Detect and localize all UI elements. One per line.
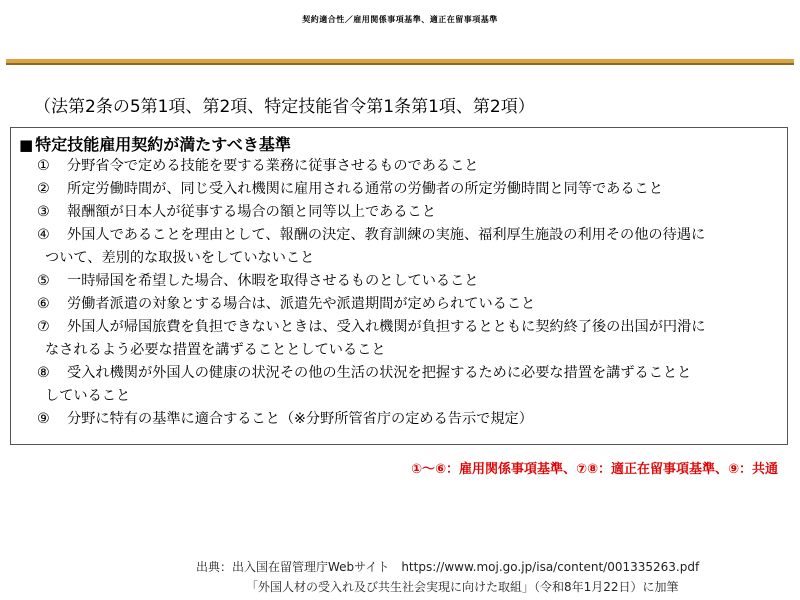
requirement-item-6 [37,293,535,313]
requirements-box [10,127,788,445]
title-underline-shadow [6,63,794,65]
requirement-text: 外国人であることを理由として、報酬の決定、教育訓練の実施、福利厚生施設の利用その他の待遇に [67,227,706,243]
requirement-item-1 [37,155,478,175]
requirement-item-9 [37,408,533,428]
slide-title: 契約適合性／雇用関係事項基準、適正在留事項基準 [302,15,498,24]
requirement-number: ⑤ [37,273,50,289]
requirement-item-2 [37,178,663,198]
requirement-number: ⑨ [37,411,50,427]
requirement-text: 分野省令で定める技能を要する業務に従事させるものであること [67,158,479,174]
source-citation: 出典：出入国在留管理庁Webサイト https://www.moj.go.jp/isa/content/001335263.pdf [196,560,700,574]
requirement-text: 所定労働時間が、同じ受入れ機関に雇用される通常の労働者の所定労働時間と同等であること [67,181,663,197]
requirement-item-7-continuation: なされるよう必要な措置を講ずることとしていること [45,342,386,358]
requirement-number: ⑦ [37,319,50,335]
standards-legend-note: ①～⑥：雇用関係事項基準、⑦⑧：適正在留事項基準、⑨：共通 [410,462,778,477]
source-citation-detail: 「外国人材の受入れ及び共生社会実現に向けた取組」（令和8年1月22日）に加筆 [246,580,679,594]
requirement-number: ① [37,158,50,174]
legal-basis-subtitle: （法第2条の5第1項、第2項、特定技能省令第1条第1項、第2項） [34,97,535,117]
requirement-text: 受入れ機関が外国人の健康の状況その他の生活の状況を把握するために必要な措置を講ずることと [67,365,692,381]
square-bullet-icon: ■ [19,136,34,154]
requirements-heading [19,132,291,155]
requirement-number: ⑧ [37,365,50,381]
requirement-text: 外国人が帰国旅費を負担できないときは、受入れ機関が負担するとともに契約終了後の出国が円滑に [67,319,706,335]
requirement-item-4-continuation: ついて、差別的な取扱いをしていないこと [45,250,315,266]
requirement-item-8 [37,362,691,382]
requirement-item-7 [37,316,705,336]
requirement-text: 分野に特有の基準に適合すること（※分野所管省庁の定める告示で規定） [67,411,533,427]
requirement-text: 報酬額が日本人が従事する場合の額と同等以上であること [67,204,436,220]
requirement-item-5 [37,270,478,290]
requirement-number: ② [37,181,50,197]
requirement-text: 労働者派遣の対象とする場合は、派遣先や派遣期間が定められていること [67,296,536,312]
requirements-heading-text: 特定技能雇用契約が満たすべき基準 [35,135,291,154]
requirement-number: ④ [37,227,50,243]
requirement-number: ⑥ [37,296,50,312]
requirement-text: 一時帰国を希望した場合、休暇を取得させるものとしていること [67,273,479,289]
requirement-item-4 [37,224,705,244]
requirement-number: ③ [37,204,50,220]
requirement-item-8-continuation: していること [45,388,131,404]
requirement-item-3 [37,201,436,221]
